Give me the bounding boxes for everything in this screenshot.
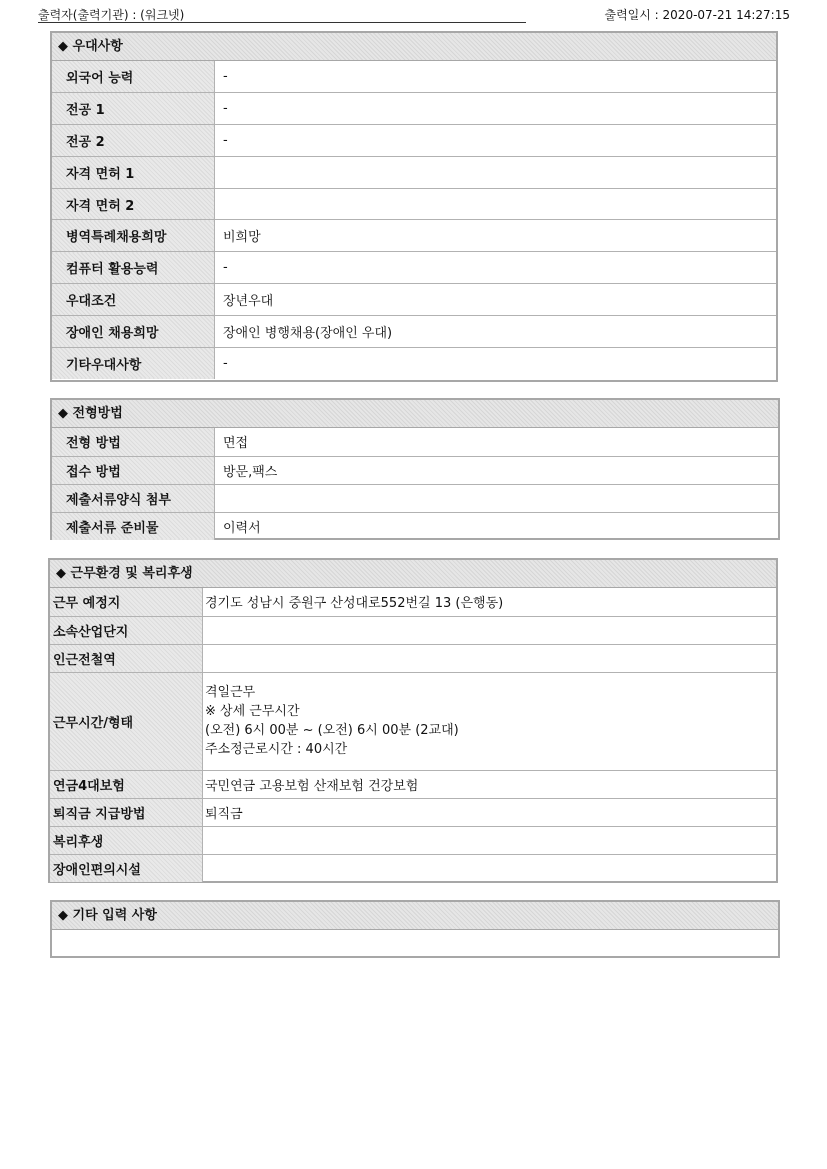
row-label: 컴퓨터 활용능력 (52, 252, 215, 284)
preferences-table (52, 61, 776, 379)
table-row (50, 644, 776, 672)
row-value: - (215, 252, 777, 284)
work-hours-value (203, 672, 777, 770)
table-row (50, 854, 776, 882)
table-row (50, 672, 776, 770)
section-title: ◆ 근무환경 및 복리후생 (50, 560, 776, 588)
row-label: 제출서류양식 첨부 (52, 484, 215, 512)
value-line: 격일근무 (205, 685, 256, 700)
row-value: 국민연금 고용보험 산재보험 건강보험 (203, 770, 777, 798)
table-row (50, 770, 776, 798)
row-value: 퇴직금 (203, 798, 777, 826)
row-value (215, 188, 777, 220)
table-row (52, 315, 776, 347)
row-value: 장애인 병행채용(장애인 우대) (215, 315, 777, 347)
table-row (50, 798, 776, 826)
table-row (52, 188, 776, 220)
table-row (52, 428, 778, 456)
row-label: 전공 2 (52, 125, 215, 157)
selection-method-section (50, 398, 780, 540)
row-label: 장애인편의시설 (50, 854, 203, 882)
row-value (203, 616, 777, 644)
row-value (203, 644, 777, 672)
table-row (52, 220, 776, 252)
value-line: (오전) 6시 00분 ~ (오전) 6시 00분 (2교대) (205, 723, 459, 738)
table-row (52, 252, 776, 284)
row-label: 전공 1 (52, 93, 215, 125)
selection-table (52, 428, 778, 540)
row-value: - (215, 93, 777, 125)
value-line: 주소정근로시간 : 40시간 (205, 742, 348, 757)
etc-content (52, 930, 778, 957)
row-label: 전형 방법 (52, 428, 215, 456)
row-value (215, 156, 777, 188)
row-label: 연금4대보험 (50, 770, 203, 798)
table-row (52, 61, 776, 93)
value-line: ※ 상세 근무시간 (205, 704, 300, 719)
row-label: 근무시간/형태 (50, 672, 203, 770)
row-value: 장년우대 (215, 284, 777, 316)
row-value: 비희망 (215, 220, 777, 252)
row-label: 우대조건 (52, 284, 215, 316)
row-value: 면접 (215, 428, 779, 456)
row-label: 병역특례채용희망 (52, 220, 215, 252)
row-value: - (215, 61, 777, 93)
table-row (50, 588, 776, 616)
row-value (203, 854, 777, 882)
printer-info: 출력자(출력기관) : (워크넷) (38, 8, 185, 22)
header-divider (38, 22, 526, 23)
print-timestamp: 출력일시 : 2020-07-21 14:27:15 (604, 8, 790, 22)
table-row (50, 616, 776, 644)
row-value: 이력서 (215, 512, 779, 540)
row-label: 자격 면허 1 (52, 156, 215, 188)
print-header (38, 6, 790, 24)
row-label: 장애인 채용희망 (52, 315, 215, 347)
row-label: 제출서류 준비물 (52, 512, 215, 540)
etc-section (50, 900, 780, 958)
table-row (52, 125, 776, 157)
row-value: 방문,팩스 (215, 456, 779, 484)
table-row (52, 512, 778, 540)
row-value (203, 826, 777, 854)
table-row (52, 347, 776, 379)
row-label: 외국어 능력 (52, 61, 215, 93)
table-row (52, 456, 778, 484)
section-title: ◆ 기타 입력 사항 (52, 902, 778, 930)
table-row (52, 284, 776, 316)
row-value: 경기도 성남시 중원구 산성대로552번길 13 (은행동) (203, 588, 777, 616)
row-value: - (215, 125, 777, 157)
table-row (52, 484, 778, 512)
section-title: ◆ 전형방법 (52, 400, 778, 428)
row-label: 자격 면허 2 (52, 188, 215, 220)
row-label: 기타우대사항 (52, 347, 215, 379)
table-row (52, 93, 776, 125)
table-row (50, 826, 776, 854)
row-label: 퇴직금 지급방법 (50, 798, 203, 826)
work-environment-section (48, 558, 778, 883)
row-label: 접수 방법 (52, 456, 215, 484)
preferences-section (50, 31, 778, 382)
table-row (52, 156, 776, 188)
work-environment-table (50, 588, 776, 882)
row-value: - (215, 347, 777, 379)
row-label: 인근전철역 (50, 644, 203, 672)
row-label: 복리후생 (50, 826, 203, 854)
section-title: ◆ 우대사항 (52, 33, 776, 61)
row-label: 근무 예정지 (50, 588, 203, 616)
row-value (215, 484, 779, 512)
row-label: 소속산업단지 (50, 616, 203, 644)
